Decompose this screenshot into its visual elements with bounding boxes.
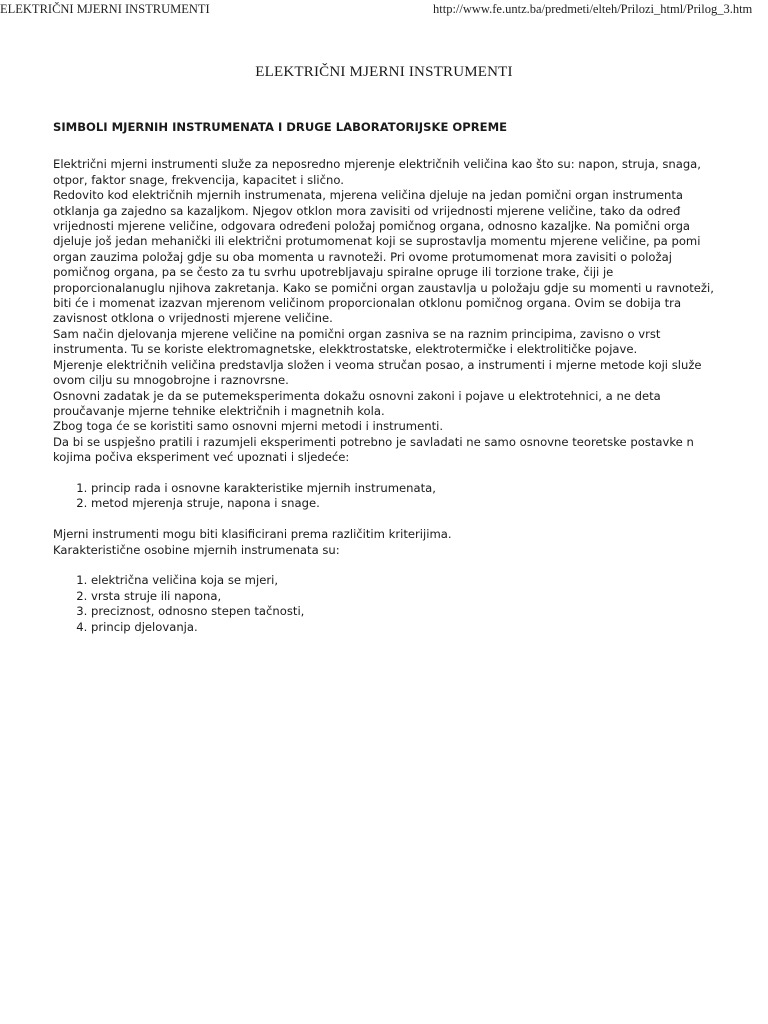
text-line: Mjerni instrumenti mogu biti klasificirani prema različitim kriterijima. [53,527,452,542]
text-line: Osnovni zadatak je da se putemeksperimenta dokažu osnovni zakoni i pojave u elektrotehnici, a ne deta [53,388,661,403]
section-heading: SIMBOLI MJERNIH INSTRUMENATA I DRUGE LABORATORIJSKE OPREME [53,120,508,134]
list-item: 4. princip djelovanja. [91,620,768,635]
list-item: 3. preciznost, odnosno stepen tačnosti, [91,604,768,619]
spacer [53,558,768,573]
text-line: proporcionalanuglu njihova zakretanja. Kako se pomični organ zaustavlja u položaju gdje su momenti u ravnoteži, [53,280,714,295]
text-line: instrumenta. Tu se koriste elektromagnetske, elekktrostatske, elektrotermičke i elektrolitičke pojave. [53,342,638,357]
text-line: ovom cilju su mnogobrojne i raznovrsne. [53,373,289,388]
text-line: pomičnog organa, pa se često za tu svrhu upotrebljavaju spiralne opruge ili torzione trake, čiji je [53,265,614,280]
list-item: 2. metod mjerenja struje, napona i snage. [91,496,768,511]
intro-paragraphs [53,157,768,465]
text-line: Sam način djelovanja mjerene veličine na pomični organ zasniva se na raznim principima, zavisno o vrst [53,326,661,341]
text-line: Da bi se uspješno pratili i razumjeli eksperimenti potrebno je savladati ne samo osnovne teoretske postavke n [53,434,694,449]
text-line: Zbog toga će se koristiti samo osnovni mjerni metodi i instrumenti. [53,419,444,434]
print-header-title: ELEKTRIČNI MJERNI INSTRUMENTI [0,2,210,16]
text-line: Mjerenje električnih veličina predstavlja složen i veoma stručan posao, a instrumenti i mjerne metode koji služe [53,357,702,372]
text-line: Redovito kod električnih mjernih instrumenata, mjerena veličina djeluje na jedan pomični organ instrumenta [53,188,684,203]
text-line: vrijednosti mjerene veličine, odgovara određeni položaj pomičnog organa, odnosno kazaljke. Na pomični orga [53,219,691,234]
spacer [53,512,768,527]
numbered-list-characteristics [53,573,768,635]
text-line: biti će i momenat izazvan mjerenom veličinom proporcionalan otklonu pomičnog organa. Ovim se dobija tra [53,296,682,311]
document-body [53,120,768,635]
list-item: 1. princip rada i osnovne karakteristike mjernih instrumenata, [91,481,768,496]
list-item: 2. vrsta struje ili napona, [91,589,768,604]
text-line: kojima počiva eksperiment već upoznati i sljedeće: [53,450,350,465]
text-line: zavisnost otklona o vrijednosti mjerene veličine. [53,311,333,326]
list-item: 1. električna veličina koja se mjeri, [91,573,768,588]
text-line: organ zauzima položaj gdje su oba momenta u ravnoteži. Pri ovome protumomenat mora zavisiti o položaj [53,249,672,264]
page-title: ELEKTRIČNI MJERNI INSTRUMENTI [255,64,513,80]
print-header [0,0,768,18]
print-header-url: http://www.fe.untz.ba/predmeti/elteh/Prilozi_html/Prilog_3.htm [433,2,753,16]
numbered-list-topics [53,481,768,512]
text-line: Električni mjerni instrumenti služe za neposredno mjerenje električnih veličina kao što su: napon, struja, snaga, [53,157,701,172]
text-line: proučavanje mjerne tehnike električnih i magnetnih kola. [53,403,385,418]
spacer [53,466,768,481]
text-line: djeluje još jedan mehanički ili električni protumomenat koji se suprostavlja momentu mjerene veličine, pa pomi [53,234,701,249]
text-line: otklanja ga zajedno sa kazaljkom. Njegov otklon mora zavisiti od vrijednosti mjerene veličine, tako da određ [53,203,681,218]
text-line: otpor, faktor snage, frekvencija, kapacitet i slično. [53,172,344,187]
text-line: Karakteristične osobine mjernih instrumenata su: [53,542,340,557]
